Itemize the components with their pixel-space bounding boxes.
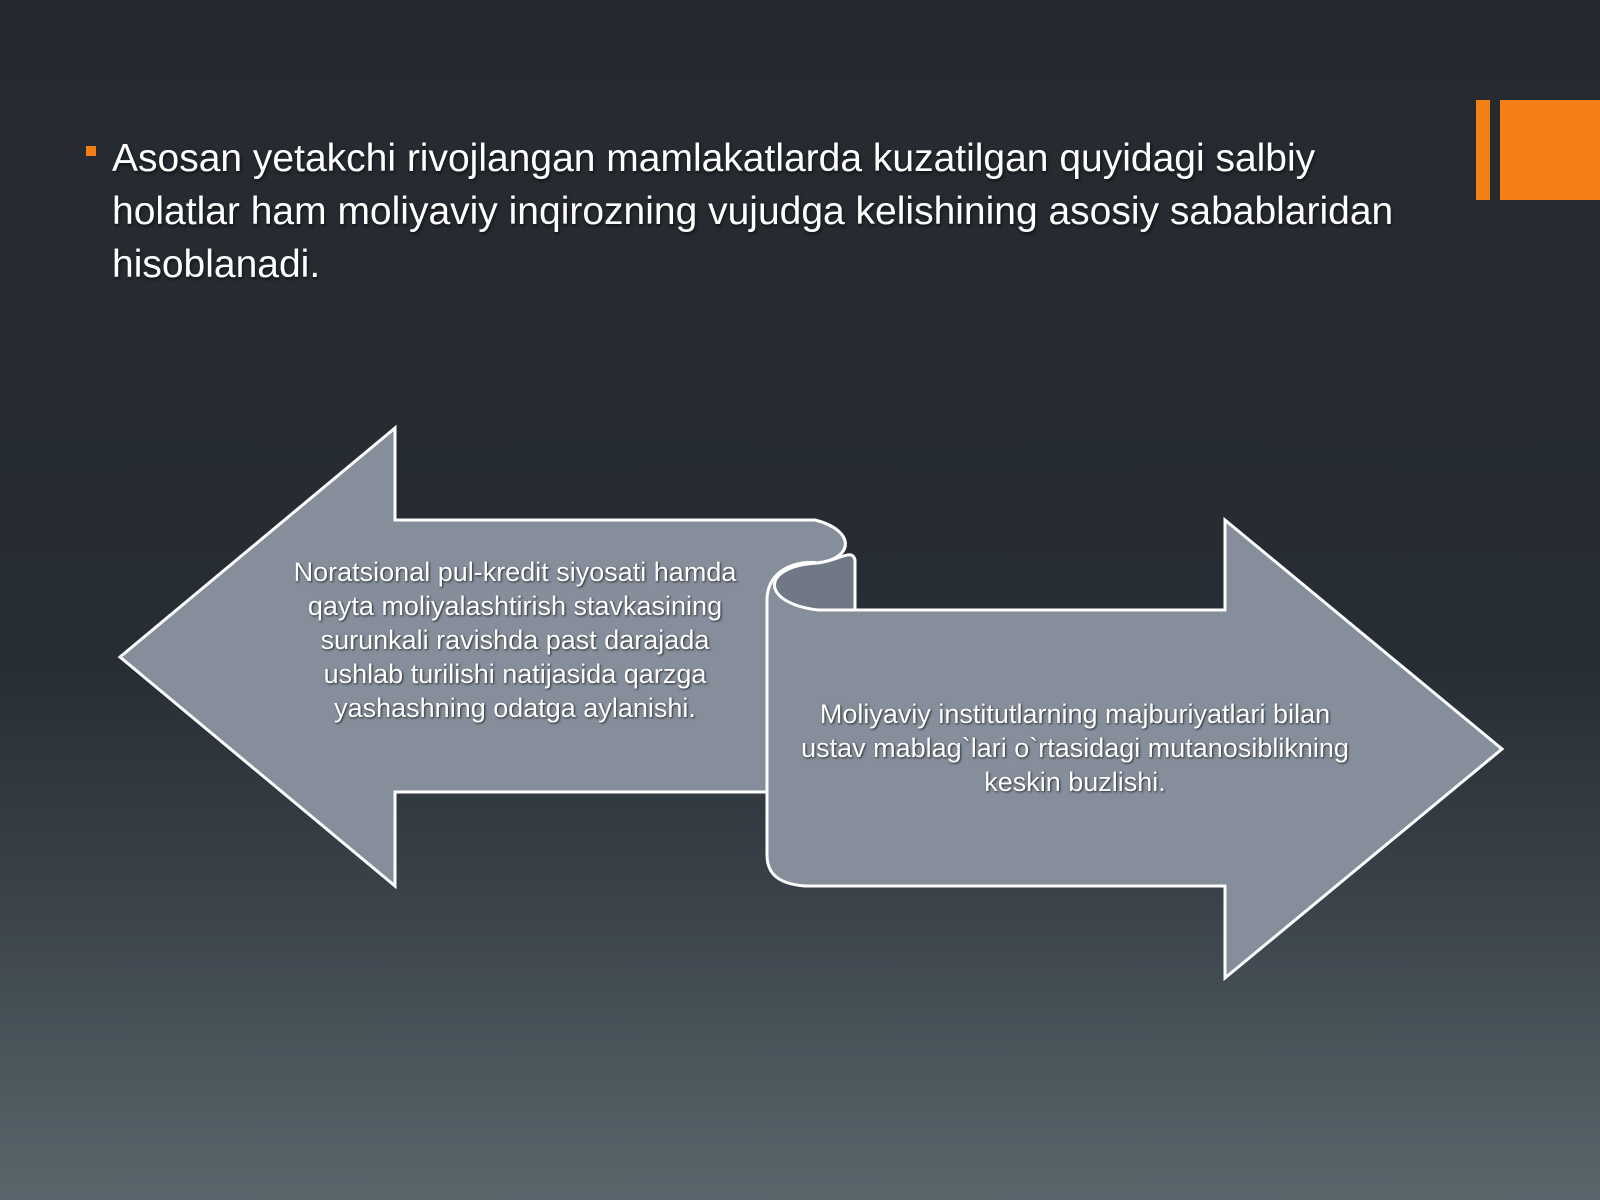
left-arrow-label: Noratsional pul-kredit siyosati hamda qayta moliyalashtirish stavkasining surunkali ravishda past darajada ushlab turilishi natijasida qarzga yashashning odatga aylanishi.	[293, 557, 737, 723]
bullet-text: Asosan yetakchi rivojlangan mamlakatlarda kuzatilgan quyidagi salbiy holatlar ham moliyaviy inqirozning vujudga kelishining asosiy sabablaridan hisoblanadi.	[112, 137, 1394, 286]
right-arrow-label: Moliyaviy institutlarning majburiyatlari bilan ustav mablag`lari o`rtasidagi mutanosiblikning keskin buzlishi.	[801, 699, 1349, 797]
